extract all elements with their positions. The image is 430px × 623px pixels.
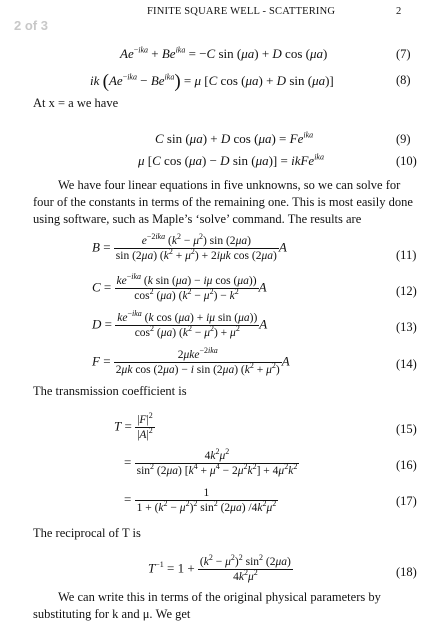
- equation-7: $Ae^{-ika} + Be^{ika} = -C$ sin (μa) + D cos (μa): [120, 45, 328, 61]
- equation-number: (18): [396, 565, 417, 579]
- equation-number: (8): [396, 73, 411, 87]
- equation-number: (10): [396, 154, 417, 168]
- equation-number: (9): [396, 132, 411, 146]
- equation-12: C = $\frac{ke^{-ika} (k \sin (\mu a) - i\mu \cos (\mu a))}{\cos^2 (\mu a) (k^2 - \mu^2) - k^2}$ A: [92, 272, 267, 302]
- equation-number: (7): [396, 47, 411, 61]
- equation-number: (15): [396, 422, 417, 436]
- equation-17: = $\frac{1}{1 + (k^2 - \mu^2)^2 \sin^2 (2\mu a) /4k^2\mu^2}$: [124, 487, 277, 514]
- equation-14: F = $\frac{2\mu ke^{-2ika}}{2\mu k \cos (2\mu a) - i \sin (2\mu a) (k^2 + \mu^2)}$ A: [92, 346, 290, 376]
- equation-number: (13): [396, 320, 417, 334]
- equation-18: $T^{-1} = 1$ + $\frac{(k^2 - \mu^2)^2 \sin^2 (2\mu a)}{4k^2\mu^2}$: [148, 553, 291, 583]
- paragraph-at-x: At x = a we have: [33, 96, 119, 110]
- equation-number: (14): [396, 357, 417, 371]
- paragraph-substituting: We can write this in terms of the original physical parameters by substituting for k and μ. We get: [33, 590, 381, 621]
- equation-number: (17): [396, 494, 417, 508]
- equation-number: (16): [396, 458, 417, 472]
- page-number: 2: [396, 6, 402, 17]
- paragraph-reciprocal: The reciprocal of T is: [33, 526, 141, 540]
- equation-15: T = $\frac{|F|^2}{|A|^2}$: [114, 411, 153, 441]
- equation-number: (12): [396, 284, 417, 298]
- paragraph-transmission: The transmission coefficient is: [33, 384, 187, 398]
- equation-16: = $\frac{4k^2\mu^2}{\sin^2 (2\mu a) [k^4 + \mu^4 - 2\mu^2k^2] + 4\mu^2k^2}$: [124, 447, 298, 477]
- paragraph-four-equations: We have four linear equations in five unknowns, so we can solve for four of the constants in terms of the remaining one. This is most easily done using software, such as Maple’s ‘solve’ command. The results are: [33, 178, 413, 226]
- running-title: FINITE SQUARE WELL - SCATTERING: [147, 6, 336, 17]
- equation-11: B = $\frac{e^{-2ika} (k^2 - \mu^2) \sin (2\mu a)}{\sin (2\mu a) (k^2 + \mu^2) + 2i\mu k \cos (2\mu a)}$ A: [92, 232, 287, 262]
- equation-10: μ [C cos (μa) − D sin (μa)] = ikFe$^{ika}$: [138, 152, 324, 168]
- equation-8: ik $(Ae^{-ika} - Be^{ika}) = \mu$ [C cos (μa) + D sin (μa)]: [90, 71, 334, 92]
- equation-number: (11): [396, 248, 417, 262]
- equation-13: D = $\frac{ke^{-ika} (k \cos (\mu a) + i\mu \sin (\mu a))}{\cos^2 (\mu a) (k^2 - \mu^2) + \mu^2}$ A: [92, 309, 268, 339]
- equation-9: C sin (μa) + D $\cos (\mu a) = Fe^{ika}$: [155, 130, 314, 146]
- page-indicator: 2 of 3: [14, 18, 48, 33]
